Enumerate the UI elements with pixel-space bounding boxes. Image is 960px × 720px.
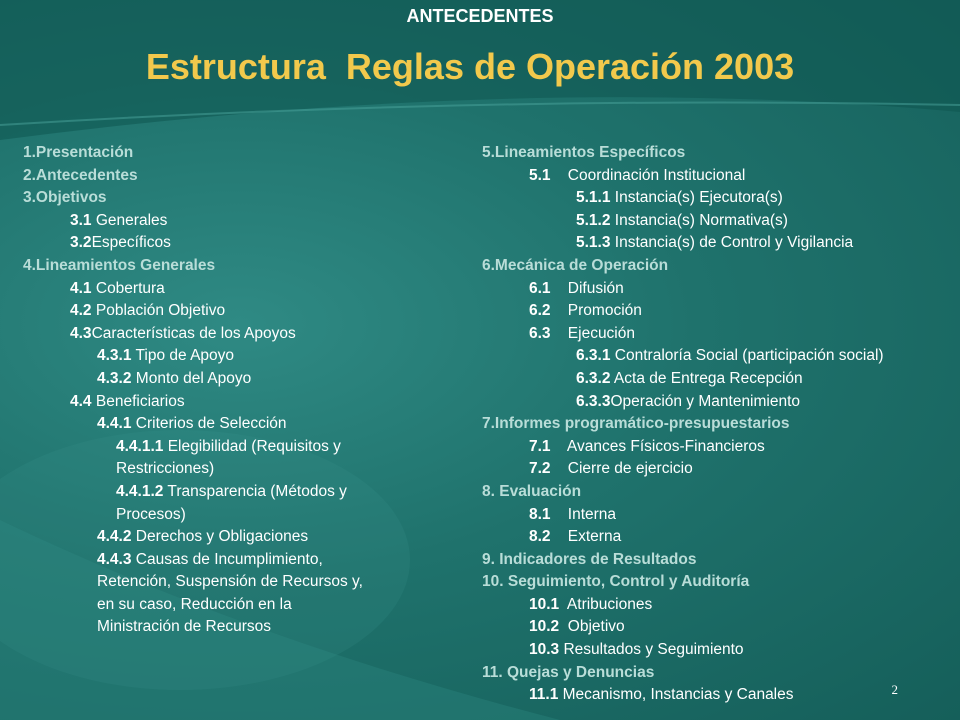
slide-title: Estructura Reglas de Operación 2003 [145,46,795,87]
toc-entry-number: 6.3 [529,324,551,342]
page-number: 2 [891,682,898,697]
toc-entry-number: 5.1 [529,166,551,184]
slide-kicker: ANTECEDENTES [406,6,554,26]
toc-entry-number: 8. Evaluación [482,482,582,500]
toc-section-heading [482,571,952,594]
toc-entry [482,526,952,549]
toc-entry-number: 10.1 [529,595,560,613]
toc-entry [482,345,952,368]
toc-entry-text: Cobertura [91,279,165,297]
toc-entry-number: 6.3.3 [576,392,611,410]
toc-entry [482,639,952,662]
toc-entry-number: 4.1 [70,279,92,297]
toc-entry-number: 10.2 [529,618,560,636]
toc-entry-number: 6.3.2 [576,369,611,387]
toc-entry-number: 6.2 [529,302,551,320]
toc-entry-text: Específicos [91,234,171,252]
toc-entry-text: Ministración de Recursos [97,618,272,636]
toc-entry-number: 3.1 [70,211,92,229]
toc-entry-text: en su caso, Reducción en la [97,595,292,613]
toc-entry-number: 4.4.1.2 [116,482,164,500]
toc-entry-text: Causas de Incumplimiento, [131,550,323,568]
toc-entry [23,436,443,459]
toc-entry [482,232,952,255]
toc-entry [482,391,952,414]
toc-entry-text: Beneficiarios [91,392,185,410]
toc-entry-number: 7.1 [529,437,551,455]
toc-entry [23,210,443,233]
toc-entry-text: Población Objetivo [91,302,226,320]
toc-section-heading [482,142,952,165]
toc-entry [23,232,443,255]
toc-entry-number: 7.Informes programático-presupuestarios [482,415,790,433]
toc-entry [23,413,443,436]
toc-entry-number: 4.4.3 [97,550,132,568]
toc-entry [23,616,443,639]
toc-entry-text: Promoción [550,302,642,320]
toc-entry [23,300,443,323]
toc-entry-text: Tipo de Apoyo [131,347,235,365]
toc-entry-number: 4.4.1.1 [116,437,164,455]
toc-section-heading [482,549,952,572]
toc-entry-number: 3.2 [70,234,92,252]
toc-entry-number: 8.2 [529,528,551,546]
toc-entry-text: Monto del Apoyo [131,369,252,387]
toc-entry-text: Resultados y Seguimiento [559,641,744,659]
toc-entry-number: 6.3.1 [576,347,611,365]
toc-entry [482,210,952,233]
toc-entry [482,684,952,707]
toc-entry-text: Restricciones) [116,460,215,478]
toc-entry-number: 2.Antecedentes [23,166,138,184]
toc-entry-number: 10.3 [529,641,560,659]
toc-entry-text: Ejecución [550,324,635,342]
toc-entry [23,368,443,391]
toc-entry-number: 4.4.1 [97,415,132,433]
toc-entry-number: 5.1.1 [576,189,611,207]
toc-entry-text: Instancia(s) Normativa(s) [610,211,788,229]
toc-entry-number: 6.1 [529,279,551,297]
toc-entry-text: Externa [550,528,622,546]
toc-entry-number: 4.4 [70,392,92,410]
toc-entry-number: 4.2 [70,302,92,320]
toc-entry [482,278,952,301]
toc-entry-number: 4.Lineamientos Generales [23,256,216,274]
toc-section-heading [23,165,443,188]
toc-entry-text: Procesos) [116,505,186,523]
toc-entry-text: Cierre de ejercicio [550,460,693,478]
toc-entry-text: Interna [550,505,617,523]
toc-entry-text: Generales [91,211,168,229]
toc-entry-text: Derechos y Obligaciones [131,528,309,546]
toc-left-column [23,142,443,639]
toc-entry [482,187,952,210]
toc-section-heading [23,255,443,278]
toc-entry-text: Operación y Mantenimiento [610,392,801,410]
toc-entry [23,391,443,414]
toc-entry-number: 4.3 [70,324,92,342]
toc-entry-text: Objetivo [559,618,625,636]
toc-entry-number: 4.3.2 [97,369,132,387]
toc-entry-number: 1.Presentación [23,144,134,161]
toc-entry-text: Atribuciones [559,595,653,613]
toc-entry-text: Avances Físicos-Financieros [550,437,765,455]
toc-entry [482,300,952,323]
toc-entry-number: 5.1.2 [576,211,611,229]
toc-entry-text: Elegibilidad (Requisitos y [163,437,341,455]
toc-section-heading [482,481,952,504]
toc-entry-number: 7.2 [529,460,551,478]
toc-entry [482,436,952,459]
toc-entry-text: Coordinación Institucional [550,166,746,184]
toc-entry-number: 4.3.1 [97,347,132,365]
toc-entry-number: 10. Seguimiento, Control y Auditoría [482,573,750,591]
toc-entry [23,481,443,504]
toc-entry-text: Transparencia (Métodos y [163,482,347,500]
toc-entry-number: 6.Mecánica de Operación [482,256,669,274]
toc-entry [23,458,443,481]
toc-entry [23,549,443,572]
toc-entry-number: 11. Quejas y Denuncias [482,663,655,681]
toc-entry-text: Retención, Suspensión de Recursos y, [97,573,363,591]
toc-entry [482,458,952,481]
toc-entry [482,616,952,639]
toc-entry [23,594,443,617]
toc-entry [23,526,443,549]
toc-entry-text: Difusión [550,279,624,297]
toc-entry [23,504,443,527]
toc-section-heading [482,662,952,685]
toc-entry-text: Instancia(s) de Control y Vigilancia [610,234,854,252]
toc-entry [482,165,952,188]
toc-entry [482,504,952,527]
toc-entry [482,323,952,346]
toc-entry-text: Acta de Entrega Recepción [610,369,803,387]
toc-entry-number: 5.1.3 [576,234,611,252]
toc-entry [23,345,443,368]
toc-entry-text: Criterios de Selección [131,415,287,433]
toc-entry [23,278,443,301]
toc-entry-text: Mecanismo, Instancias y Canales [558,686,794,704]
toc-section-heading [482,413,952,436]
toc-section-heading [23,187,443,210]
toc-entry [482,368,952,391]
toc-entry-text: Instancia(s) Ejecutora(s) [610,189,783,207]
toc-entry [23,571,443,594]
toc-section-heading [23,142,443,165]
toc-entry [482,594,952,617]
toc-entry-number: 5.Lineamientos Específicos [482,144,686,161]
toc-entry [23,323,443,346]
toc-entry-number: 3.Objetivos [23,189,107,207]
toc-entry-text: Contraloría Social (participación social) [610,347,884,365]
toc-entry-number: 8.1 [529,505,551,523]
toc-right-column [482,142,952,707]
toc-entry-text: Características de los Apoyos [91,324,296,342]
toc-entry-number: 4.4.2 [97,528,132,546]
toc-entry-number: 9. Indicadores de Resultados [482,550,697,568]
toc-section-heading [482,255,952,278]
toc-entry-number: 11.1 [529,686,559,704]
